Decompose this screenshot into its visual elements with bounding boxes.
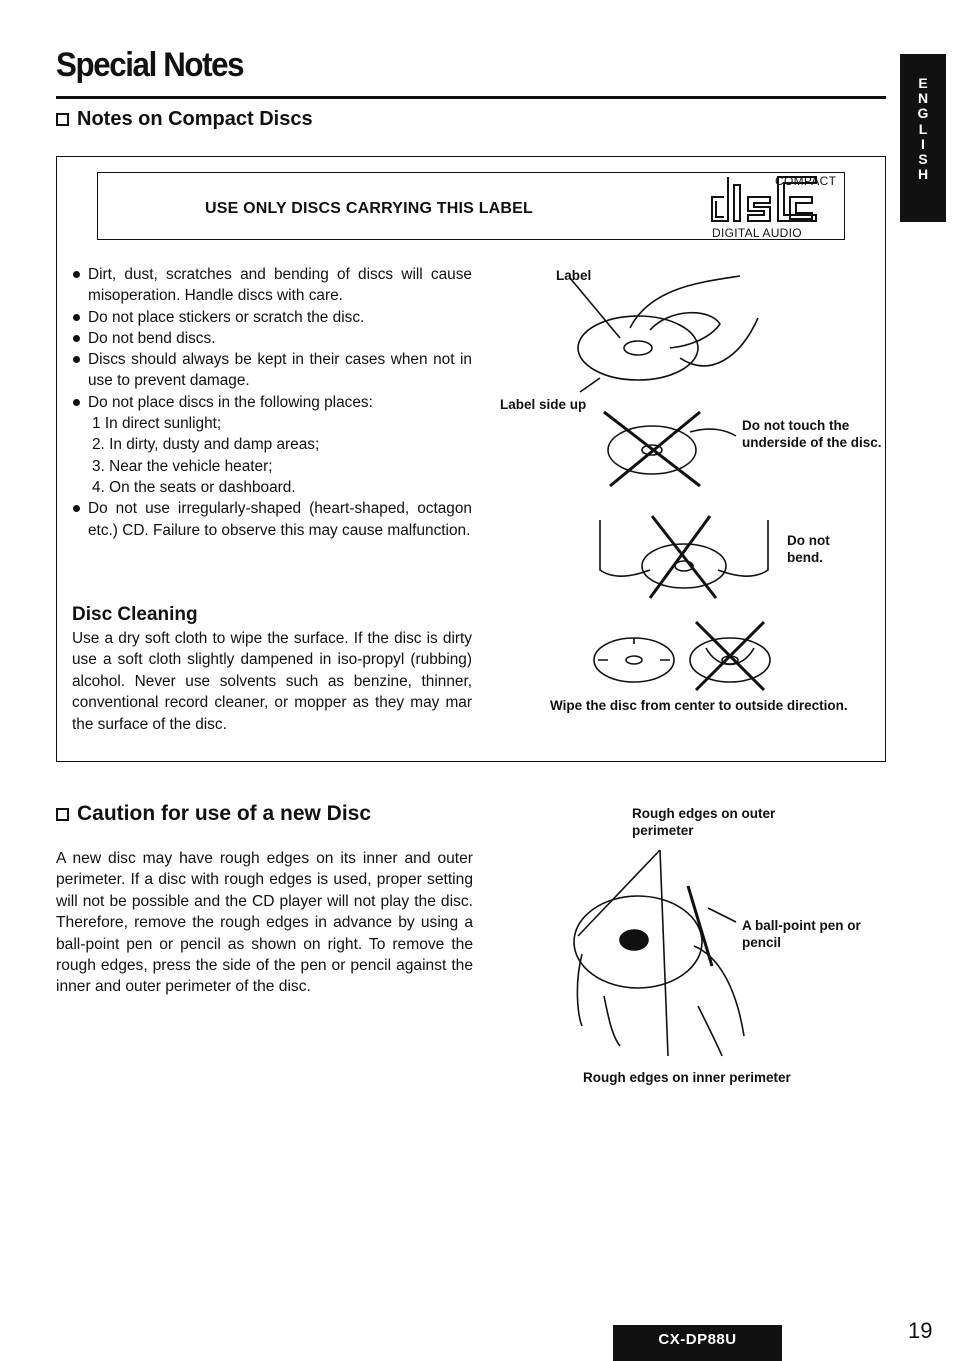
- language-letter: H: [917, 166, 929, 183]
- logo-compact-text: COMPACT: [775, 174, 837, 188]
- model-number-bar: CX-DP88U: [613, 1325, 782, 1361]
- language-letter: L: [918, 120, 928, 137]
- remove-rough-edges-illustration: [568, 846, 748, 1066]
- title-divider: [56, 96, 886, 99]
- caption-do-not-bend: Do not bend.: [787, 533, 830, 565]
- language-letter: E: [918, 75, 928, 91]
- label-notice-text: USE ONLY DISCS CARRYING THIS LABEL: [205, 200, 534, 217]
- place-item: 4. On the seats or dashboard.: [92, 478, 296, 496]
- language-tab: [900, 54, 946, 222]
- caption-label: Label: [556, 268, 592, 283]
- no-bend-illustration: [594, 510, 774, 610]
- place-item: 2. In dirty, dusty and damp areas;: [92, 436, 320, 454]
- language-letter: S: [918, 151, 928, 168]
- list-item: [72, 392, 472, 498]
- place-item: 3. Near the vehicle heater;: [92, 457, 273, 475]
- caution-text: A new disc may have rough edges on its inner and outer perimeter. If a disc with rough edges is used, proper setting will not be possible and the CD player will not play the disc. Therefore, remove the rough edges in advance by using a ball-point pen or pencil as shown on right. To remove the rough edges, press the side of the pen or pencil against the inner and outer perimeter of the disc.: [56, 850, 473, 996]
- notes-section-heading: [56, 108, 313, 131]
- caution-section-heading: [56, 802, 371, 826]
- wipe-direction-illustration: [588, 614, 778, 694]
- caption-rough-outer: Rough edges on outer perimeter: [632, 806, 776, 838]
- checkbox-square-icon: [56, 113, 69, 126]
- caption-wipe-direction: Wipe the disc from center to outside direction.: [550, 698, 848, 713]
- disc-cleaning-text: Use a dry soft cloth to wipe the surface. If the disc is dirty use a soft cloth slightly dampened in iso-propyl (rubbing) alcohol. Never use solvents such as benzine, thinner, conventional record cleaner, or mopper as they may mar the surface of the disc.: [72, 630, 472, 733]
- language-letter: I: [921, 135, 925, 152]
- caption-rough-inner: Rough edges on inner perimeter: [583, 1070, 791, 1085]
- list-item-text: Do not place discs in the following places:: [88, 393, 373, 411]
- hand-holding-disc-illustration: [560, 268, 780, 398]
- language-letter: G: [917, 105, 929, 122]
- page-title: Special Notes: [56, 46, 244, 84]
- caption-label-side-up: Label side up: [500, 397, 587, 412]
- list-item: Do not use irregularly-shaped (heart-shaped, octagon etc.) CD. Failure to observe this may cause malfunction.: [72, 498, 472, 541]
- caption-ball-point-pen: A ball-point pen or pencil: [742, 918, 861, 950]
- language-letter: N: [917, 90, 929, 107]
- place-item: 1 In direct sunlight;: [92, 415, 222, 433]
- notes-heading-text: Notes on Compact Discs: [77, 108, 313, 130]
- logo-digital-audio-text: DIGITAL AUDIO: [712, 226, 802, 240]
- page-number: 19: [908, 1318, 933, 1343]
- checkbox-square-icon: [56, 808, 69, 821]
- disc-cleaning-heading: Disc Cleaning: [72, 604, 198, 625]
- disc-notes-list: [72, 264, 472, 541]
- no-touch-underside-illustration: [590, 402, 740, 494]
- list-item: Do not place stickers or scratch the disc.: [72, 307, 472, 328]
- places-list: [88, 413, 472, 498]
- list-item: Discs should always be kept in their cases when not in use to prevent damage.: [72, 349, 472, 392]
- caution-heading-text: Caution for use of a new Disc: [77, 802, 372, 825]
- caption-do-not-touch: Do not touch the underside of the disc.: [742, 418, 882, 450]
- list-item: Dirt, dust, scratches and bending of discs will cause misoperation. Handle discs with care.: [72, 264, 472, 307]
- list-item: Do not bend discs.: [72, 328, 472, 349]
